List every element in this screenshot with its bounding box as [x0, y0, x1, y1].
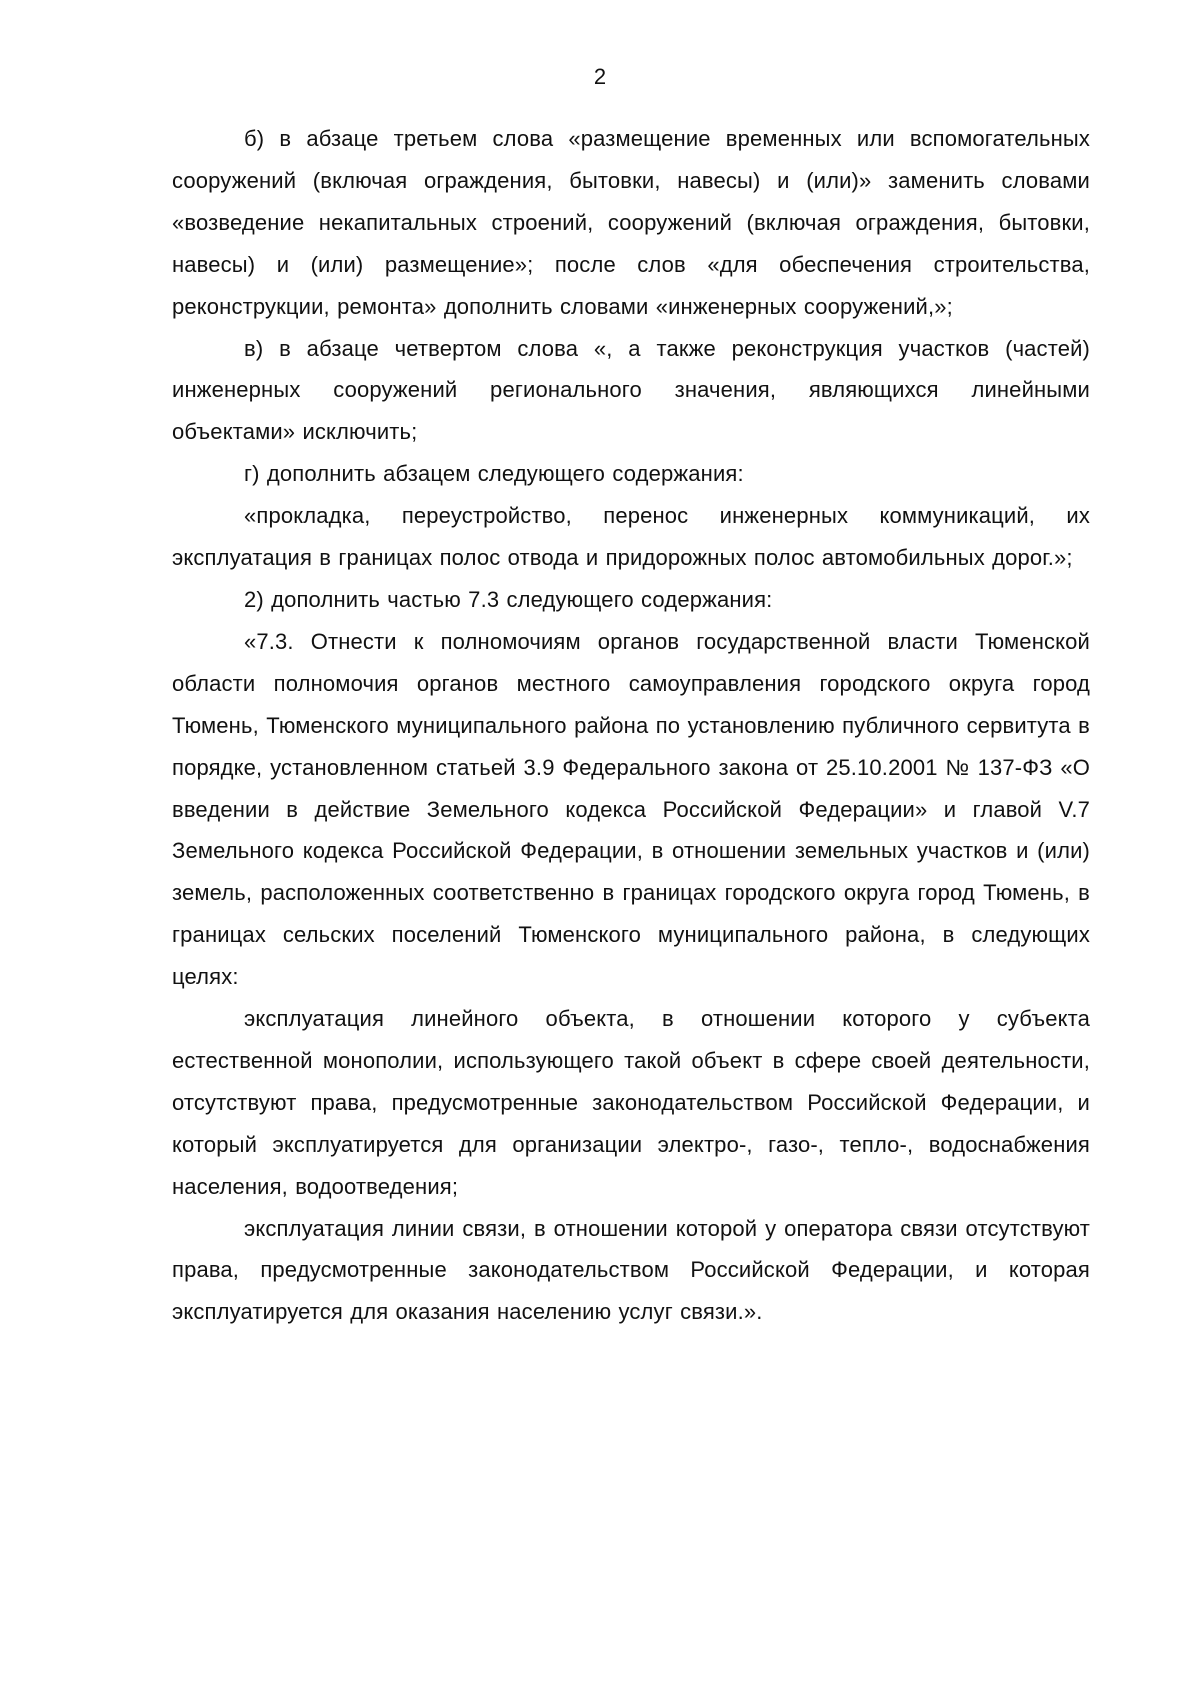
document-body	[172, 118, 1090, 1333]
paragraph-g-content: «прокладка, переустройство, перенос инженерных коммуникаций, их эксплуатация в границах полос отвода и придорожных полос автомобильных дорог.»;	[172, 503, 1090, 571]
paragraph-item-2: 2) дополнить частью 7.3 следующего содержания:	[244, 586, 773, 612]
page-number: 2	[593, 64, 607, 89]
paragraph-b: б) в абзаце третьем слова «размещение временных или вспомогательных сооружений (включая ограждения, бытовки, навесы) и (или)» заменить словами «возведение некапитальных строений, сооружений (включая ограждения, бытовки, навесы) и (или) размещение»; после слов «для обеспечения строительства, реконструкции, ремонта» дополнить словами «инженерных сооружений,»;	[172, 126, 1090, 319]
paragraph-v: в) в абзаце четвертом слова «, а также реконструкция участков (частей) инженерных сооружений регионального значения, являющихся линейными объектами» исключить;	[172, 335, 1090, 445]
paragraph-7-3: «7.3. Отнести к полномочиям органов государственной власти Тюменской области полномочия органов местного самоуправления городского округа город Тюмень, Тюменского муниципального района по установлению публичного сервитута в порядке, установленном статьей 3.9 Федерального закона от 25.10.2001 № 137-ФЗ «О введении в действие Земельного кодекса Российской Федерации» и главой V.7 Земельного кодекса Российской Федерации, в отношении земельных участков и (или) земель, расположенных соответственно в границах городского округа город Тюмень, в границах сельских поселений Тюменского муниципального района, в следующих целях:	[172, 628, 1090, 990]
paragraph-purpose-linear-object: эксплуатация линейного объекта, в отношении которого у субъекта естественной монополии, использующего такой объект в сфере своей деятельности, отсутствуют права, предусмотренные законодательством Российской Федерации, и который эксплуатируется для организации электро-, газо-, тепло-, водоснабжения населения, водоотведения;	[172, 1006, 1090, 1199]
paragraph-g: г) дополнить абзацем следующего содержания:	[244, 461, 744, 487]
paragraph-purpose-communication-line: эксплуатация линии связи, в отношении которой у оператора связи отсутствуют права, предусмотренные законодательством Российской Федерации, и которая эксплуатируется для оказания населению услуг связи.».	[172, 1215, 1090, 1325]
